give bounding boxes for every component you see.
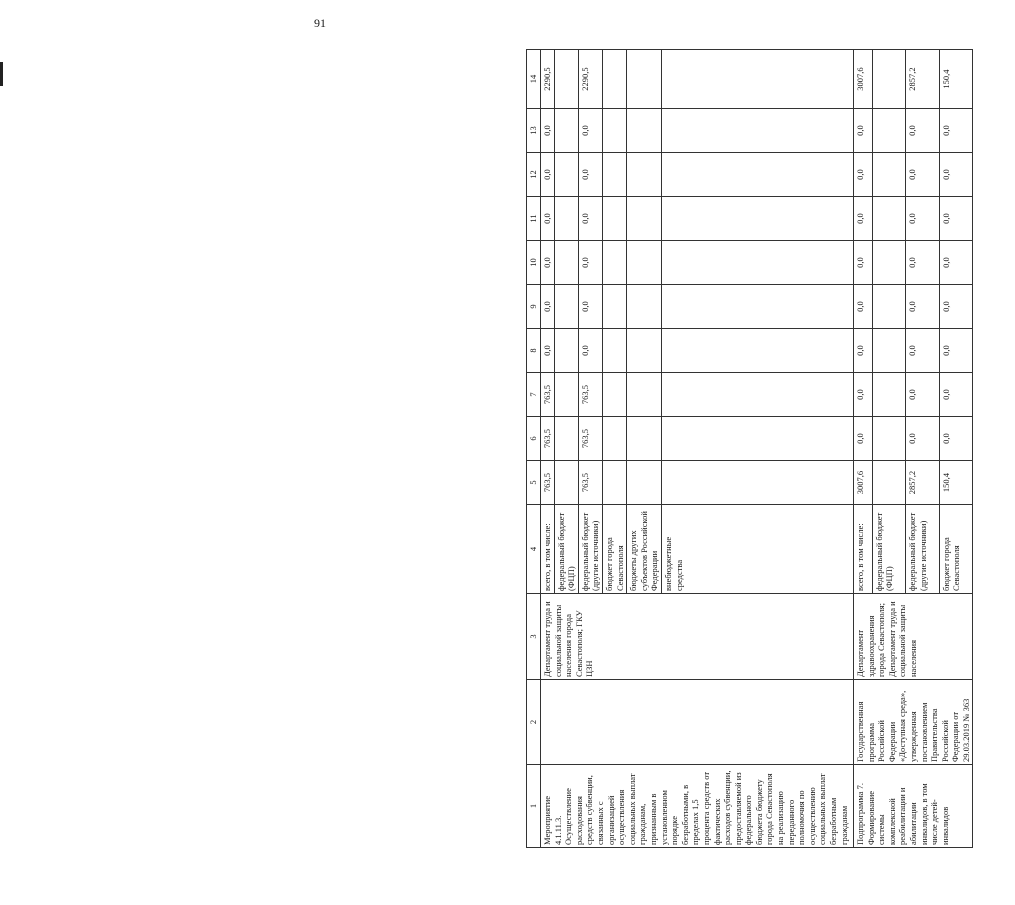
header-cell: 10 (527, 241, 541, 285)
value-cell: 0,0 (939, 285, 973, 329)
value-cell (661, 197, 853, 241)
source-cell: бюджет города Севастополя (939, 505, 973, 594)
value-cell (602, 285, 626, 329)
value-cell: 0,0 (939, 197, 973, 241)
value-cell (872, 197, 906, 241)
value-cell: 763,5 (578, 417, 602, 461)
value-cell: 0,0 (578, 329, 602, 373)
value-cell: 3007,6 (853, 50, 872, 109)
value-cell: 2290,5 (578, 50, 602, 109)
header-cell: 8 (527, 329, 541, 373)
value-cell: 0,0 (906, 373, 940, 417)
value-cell: 0,0 (541, 241, 555, 285)
value-cell (872, 373, 906, 417)
value-cell (627, 109, 662, 153)
value-cell (627, 50, 662, 109)
value-cell: 0,0 (578, 197, 602, 241)
value-cell (872, 109, 906, 153)
value-cell (554, 109, 578, 153)
value-cell: 0,0 (541, 285, 555, 329)
value-cell: 763,5 (541, 417, 555, 461)
value-cell (661, 329, 853, 373)
executor-cell: Департамент труда и социальной защиты населения города Севастополя; ГКУ ЦЗН (541, 594, 854, 680)
value-cell: 3007,6 (853, 461, 872, 505)
source-cell: федеральный бюджет (ФЦП) (872, 505, 906, 594)
value-cell: 0,0 (939, 153, 973, 197)
value-cell (661, 373, 853, 417)
value-cell (661, 153, 853, 197)
value-cell: 0,0 (853, 241, 872, 285)
value-cell (602, 241, 626, 285)
value-cell: 0,0 (541, 329, 555, 373)
value-cell: 0,0 (906, 109, 940, 153)
value-cell (554, 373, 578, 417)
header-cell: 11 (527, 197, 541, 241)
value-cell (661, 50, 853, 109)
value-cell: 0,0 (578, 241, 602, 285)
header-cell: 3 (527, 594, 541, 680)
value-cell (627, 241, 662, 285)
source-cell: бюджеты других субъектов Российской Федерации (627, 505, 662, 594)
source-cell: бюджет города Севастополя (602, 505, 626, 594)
value-cell (602, 373, 626, 417)
value-cell: 2857,2 (906, 50, 940, 109)
program-cell: Государственная программа Российской Федерации «Доступная среда», утвержденная постановлением Правительства Российской Федерации от 29.03.2019 № 363 (853, 680, 973, 765)
header-cell: 12 (527, 153, 541, 197)
budget-table (526, 49, 973, 848)
value-cell: 763,5 (541, 461, 555, 505)
value-cell: 0,0 (939, 241, 973, 285)
table-row (853, 50, 872, 848)
header-cell: 13 (527, 109, 541, 153)
value-cell (661, 417, 853, 461)
value-cell: 0,0 (541, 153, 555, 197)
table-row (541, 50, 555, 848)
value-cell (627, 417, 662, 461)
value-cell (661, 461, 853, 505)
margin-mark (0, 62, 3, 86)
value-cell: 0,0 (853, 329, 872, 373)
value-cell: 0,0 (906, 197, 940, 241)
value-cell: 150,4 (939, 461, 973, 505)
value-cell: 763,5 (578, 461, 602, 505)
value-cell: 0,0 (853, 417, 872, 461)
executor-cell: Департамент здравоохранения города Севастополя; Департамент труда и социальной защиты населения (853, 594, 973, 680)
value-cell: 0,0 (853, 285, 872, 329)
value-cell: 763,5 (541, 373, 555, 417)
value-cell: 0,0 (906, 153, 940, 197)
source-cell: федеральный бюджет (другие источники) (906, 505, 940, 594)
value-cell: 0,0 (578, 153, 602, 197)
value-cell (554, 50, 578, 109)
value-cell (602, 461, 626, 505)
value-cell (554, 197, 578, 241)
value-cell (554, 285, 578, 329)
source-cell: федеральный бюджет (ФЦП) (554, 505, 578, 594)
header-cell: 4 (527, 505, 541, 594)
value-cell: 0,0 (853, 197, 872, 241)
value-cell (602, 417, 626, 461)
source-cell: всего, в том числе: (541, 505, 555, 594)
header-cell: 2 (527, 680, 541, 765)
value-cell (872, 285, 906, 329)
value-cell: 763,5 (578, 373, 602, 417)
value-cell (627, 285, 662, 329)
header-cell: 1 (527, 765, 541, 848)
value-cell (554, 461, 578, 505)
value-cell (627, 461, 662, 505)
source-cell: всего, в том числе: (853, 505, 872, 594)
value-cell (872, 153, 906, 197)
value-cell (627, 329, 662, 373)
header-cell: 6 (527, 417, 541, 461)
source-cell: федеральный бюджет (другие источники) (578, 505, 602, 594)
value-cell (627, 373, 662, 417)
value-cell (554, 417, 578, 461)
value-cell: 0,0 (939, 329, 973, 373)
value-cell: 0,0 (541, 109, 555, 153)
value-cell (602, 153, 626, 197)
value-cell (602, 329, 626, 373)
header-row (527, 50, 541, 848)
value-cell (872, 241, 906, 285)
value-cell (872, 417, 906, 461)
value-cell: 0,0 (939, 373, 973, 417)
activity-cell: Мероприятие 4.1.11.3. Осуществление расходования средств субвенции, связанных с организацией осуществления социальных выплат гражданам, признанным в установленном порядке безработными, в пределах 1,5 процента средств от фактических расходов субвенции, предоставляемой из федерального бюджета бюджету города Севастополя на реализацию переданного полномочия по осуществлению социальных выплат безработным гражданам (541, 765, 854, 848)
value-cell (661, 285, 853, 329)
header-cell: 14 (527, 50, 541, 109)
rotated-table-container (526, 50, 1015, 848)
value-cell: 0,0 (906, 285, 940, 329)
value-cell (554, 153, 578, 197)
value-cell (661, 109, 853, 153)
page-number: 91 (314, 16, 326, 30)
value-cell: 0,0 (906, 417, 940, 461)
program-cell (541, 680, 854, 765)
value-cell: 2290,5 (541, 50, 555, 109)
value-cell (872, 461, 906, 505)
value-cell: 0,0 (939, 417, 973, 461)
value-cell: 0,0 (939, 109, 973, 153)
value-cell: 150,4 (939, 50, 973, 109)
value-cell (627, 153, 662, 197)
header-cell: 5 (527, 461, 541, 505)
value-cell (602, 109, 626, 153)
value-cell: 0,0 (578, 109, 602, 153)
header-cell: 9 (527, 285, 541, 329)
value-cell (627, 197, 662, 241)
activity-cell: Подпрограмма 7. Формирование системы комплексной реабилитации и абилитации инвалидов, в том числе детей-инвалидов (853, 765, 973, 848)
value-cell (872, 50, 906, 109)
value-cell (554, 241, 578, 285)
value-cell (602, 50, 626, 109)
value-cell (872, 329, 906, 373)
value-cell: 0,0 (853, 109, 872, 153)
value-cell (602, 197, 626, 241)
header-cell: 7 (527, 373, 541, 417)
value-cell: 0,0 (906, 329, 940, 373)
value-cell: 0,0 (578, 285, 602, 329)
value-cell: 2857,2 (906, 461, 940, 505)
value-cell (554, 329, 578, 373)
source-cell: внебюджетные средства (661, 505, 853, 594)
value-cell: 0,0 (853, 373, 872, 417)
value-cell: 0,0 (541, 197, 555, 241)
value-cell: 0,0 (853, 153, 872, 197)
value-cell: 0,0 (906, 241, 940, 285)
value-cell (661, 241, 853, 285)
